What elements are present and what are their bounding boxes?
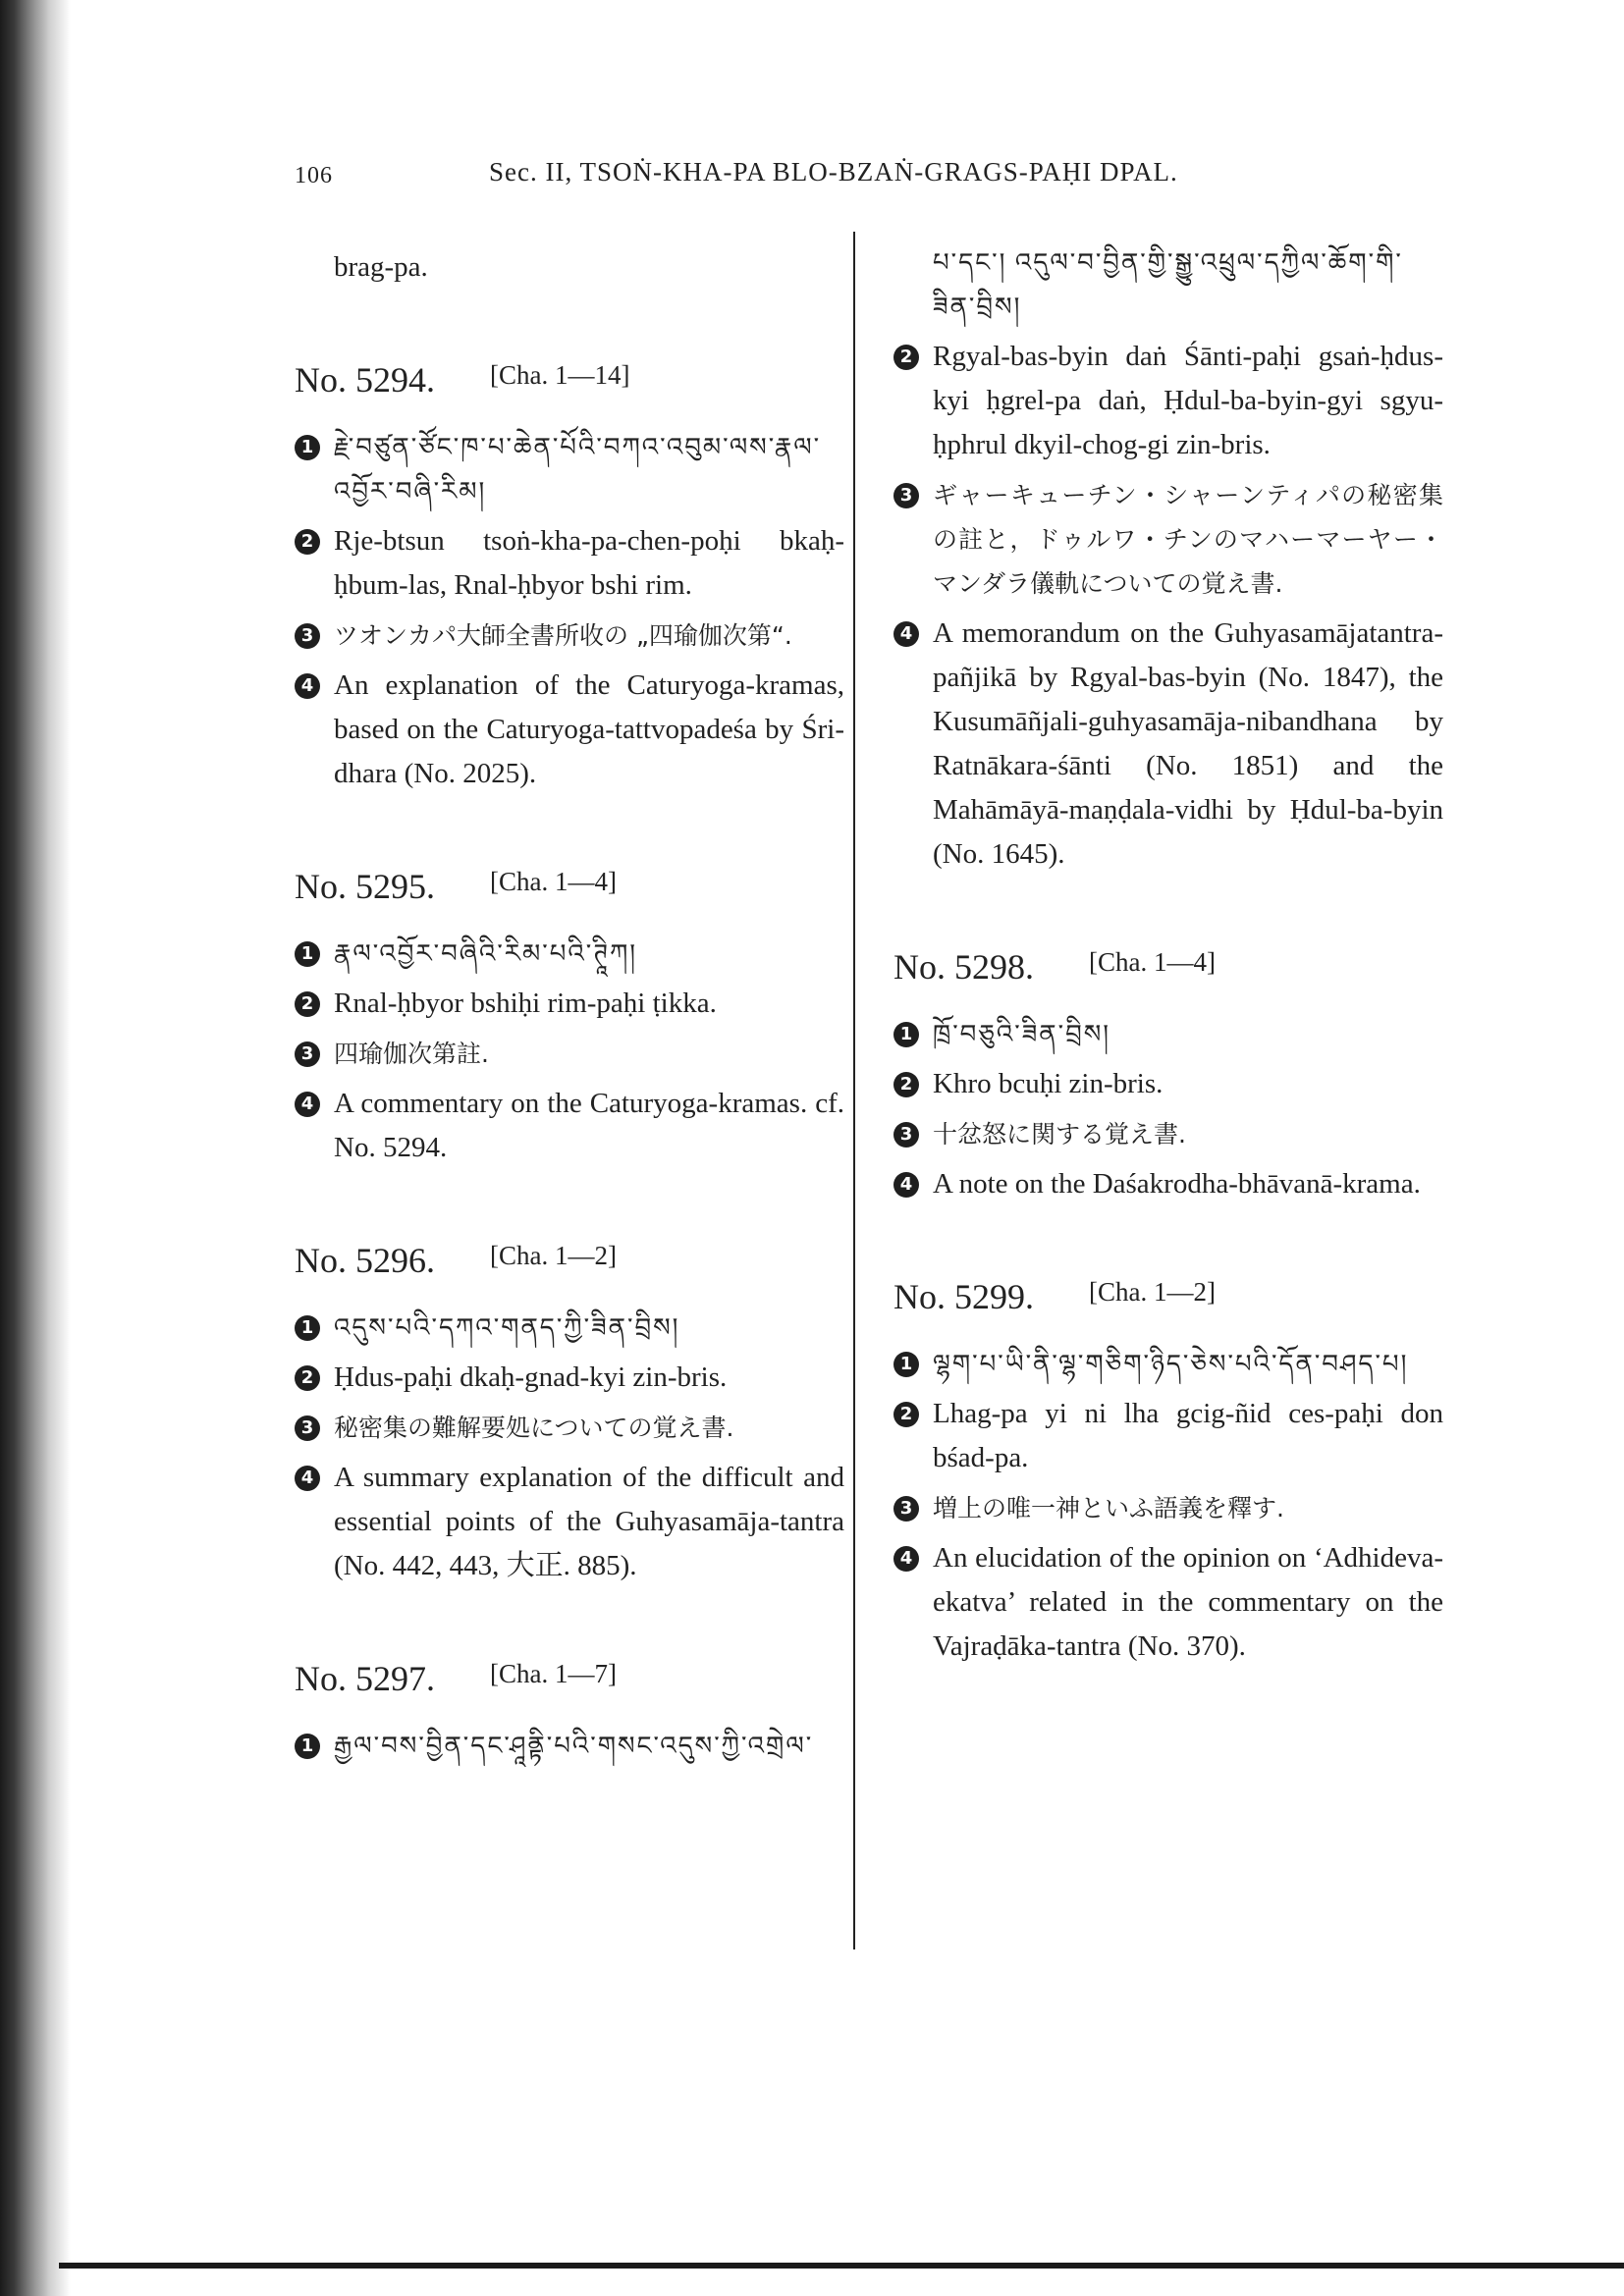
- item-text: འདུས་པའི་དཀའ་གནད་ཀྱི་ཟིན་བྲིས།: [334, 1313, 680, 1342]
- entry-number: No. 5294.: [295, 360, 435, 400]
- entry-number: No. 5299.: [893, 1277, 1034, 1316]
- japanese-translation: [893, 473, 1443, 606]
- item-text: Ḥdus-paḥi dkaḥ-gnad-kyi zin-bris.: [334, 1362, 728, 1393]
- item-text: Rgyal-bas-byin daṅ Śānti-paḥi gsaṅ-ḥdus-kyi ḥgrel-pa daṅ, Ḥdul-ba-byin-gyi sgyu-ḥphrul dkyil-chog-gi zin-bris.: [933, 341, 1443, 460]
- catalog-entry: [893, 945, 1443, 1206]
- folio-range: [Cha. 1—4]: [1089, 947, 1216, 977]
- english-description: [893, 612, 1443, 877]
- number-badge-icon: 3: [893, 1122, 919, 1148]
- item-text: རྒྱལ་བས་བྱིན་དང་ཤཱནྟི་པའི་གསང་འདུས་ཀྱི་འགྲེལ་: [334, 1732, 814, 1760]
- number-badge-icon: 2: [295, 991, 320, 1017]
- page-number: 106: [295, 163, 333, 188]
- entry-heading: [893, 1275, 1443, 1322]
- number-badge-icon: 1: [893, 1352, 919, 1377]
- entry-heading: [295, 865, 844, 912]
- page-bottom-edge: [59, 2263, 1624, 2269]
- transliteration: [295, 1356, 844, 1400]
- english-description: [295, 1456, 844, 1588]
- folio-range: [Cha. 1—7]: [490, 1659, 617, 1688]
- item-text: ལྷག་པ་ཡི་ནི་ལྷ་གཅིག་ཉིད་ཅེས་པའི་དོན་བཤད་པ།: [933, 1350, 1409, 1378]
- tibetan-title: [295, 425, 844, 513]
- entry-number: No. 5297.: [295, 1659, 435, 1698]
- entry-heading: [295, 1239, 844, 1286]
- number-badge-icon: 1: [295, 941, 320, 967]
- number-badge-icon: 4: [295, 1466, 320, 1491]
- number-badge-icon: 3: [295, 623, 320, 649]
- item-text: རྣལ་འབྱོར་བཞིའི་རིམ་པའི་ཊཱིཀ།: [334, 939, 638, 968]
- entry-heading: [295, 1657, 844, 1704]
- folio-range: [Cha. 1—2]: [490, 1241, 617, 1270]
- japanese-translation: [295, 1406, 844, 1450]
- item-text: 秘密集の難解要処についての覚え書.: [334, 1414, 734, 1442]
- tibetan-title: [295, 1306, 844, 1350]
- folio-range: [Cha. 1—4]: [490, 867, 617, 896]
- column-divider: [853, 232, 855, 1949]
- right-column: [893, 240, 1443, 1675]
- tibetan-title: [893, 1012, 1443, 1056]
- catalog-entry: [295, 865, 844, 1170]
- item-text: A note on the Daśakrodha-bhāvanā-krama.: [933, 1168, 1421, 1200]
- entry-number: No. 5298.: [893, 947, 1034, 987]
- transliteration: [893, 1392, 1443, 1480]
- number-badge-icon: 2: [893, 1072, 919, 1097]
- number-badge-icon: 4: [295, 1092, 320, 1117]
- item-text: 十忿怒に関する覚え書.: [933, 1120, 1186, 1148]
- english-description: [295, 1082, 844, 1170]
- item-text: A commentary on the Caturyoga-kramas. cf. No. 5294.: [334, 1088, 844, 1163]
- item-text: Rnal-ḥbyor bshiḥi rim-paḥi ṭikka.: [334, 988, 717, 1019]
- english-description: [893, 1536, 1443, 1669]
- tibetan-title: [295, 932, 844, 976]
- number-badge-icon: 4: [893, 621, 919, 647]
- running-title: Sec. II, TSOṄ-KHA-PA BLO-BZAṄ-GRAGS-PAḤI DPAL.: [489, 157, 1178, 187]
- number-badge-icon: 3: [893, 483, 919, 508]
- item-text: Lhag-pa yi ni lha gcig-ñid ces-paḥi don bśad-pa.: [933, 1398, 1443, 1473]
- item-text: 四瑜伽次第註.: [334, 1040, 489, 1068]
- catalog-entry: [295, 358, 844, 796]
- number-badge-icon: 3: [893, 1496, 919, 1522]
- number-badge-icon: 2: [893, 1402, 919, 1427]
- number-badge-icon: 1: [295, 1734, 320, 1759]
- transliteration: [295, 982, 844, 1026]
- item-text: 増上の唯一神といふ語義を釋す.: [933, 1494, 1284, 1522]
- japanese-translation: [295, 614, 844, 658]
- english-description: [893, 1162, 1443, 1206]
- left-column: [295, 245, 844, 1774]
- folio-range: [Cha. 1—2]: [1089, 1277, 1216, 1307]
- japanese-translation: [893, 1486, 1443, 1530]
- continuation-text: brag-pa.: [334, 251, 428, 283]
- tibetan-title: [893, 1342, 1443, 1386]
- number-badge-icon: 4: [893, 1172, 919, 1198]
- item-text: Rje-btsun tsoṅ-kha-pa-chen-poḥi bkaḥ-ḥbum-las, Rnal-ḥbyor bshi rim.: [334, 525, 844, 601]
- catalog-entry: [295, 1657, 844, 1768]
- japanese-translation: [295, 1032, 844, 1076]
- entry-heading: [295, 358, 844, 405]
- tibetan-title: [295, 1724, 844, 1768]
- entry-number: No. 5296.: [295, 1241, 435, 1280]
- folio-range: [Cha. 1—14]: [490, 360, 630, 390]
- number-badge-icon: 2: [295, 1365, 320, 1391]
- item-text: ツオンカパ大師全書所收の „四瑜伽次第“.: [334, 621, 792, 650]
- catalog-entry: [893, 1275, 1443, 1669]
- item-text: An explanation of the Caturyoga-kramas, based on the Caturyoga-tattvopadeśa by Śri-dhara (No. 2025).: [334, 669, 844, 789]
- continuation-tibetan: པ་དང་། འདུལ་བ་བྱིན་གྱི་སྒྱུ་འཕྲུལ་དཀྱིལ་ཆོག་གི་ཟིན་བྲིས།: [933, 248, 1403, 321]
- number-badge-icon: 1: [893, 1022, 919, 1047]
- entry-heading: [893, 945, 1443, 992]
- english-description: [295, 664, 844, 796]
- number-badge-icon: 2: [295, 529, 320, 555]
- number-badge-icon: 1: [295, 435, 320, 460]
- number-badge-icon: 4: [893, 1546, 919, 1572]
- item-text: རྗེ་བཙུན་ཙོང་ཁ་པ་ཆེན་པོའི་བཀའ་འབུམ་ལས་རྣལ་འབྱོར་བཞི་རིམ།: [334, 433, 822, 506]
- item-text: Khro bcuḥi zin-bris.: [933, 1068, 1164, 1099]
- number-badge-icon: 4: [295, 673, 320, 699]
- item-text: ཁྲོ་བཅུའི་ཟིན་བྲིས།: [933, 1020, 1111, 1048]
- item-text: An elucidation of the opinion on ‘Adhideva-ekatva’ related in the commentary on the Vajraḍāka-tantra (No. 370).: [933, 1542, 1443, 1662]
- number-badge-icon: 3: [295, 1415, 320, 1441]
- item-text: ギャーキューチン・シャーンティパの秘密集の註と，ドゥルワ・チンのマハーマーヤー・マンダラ儀軌についての覚え書.: [933, 481, 1443, 598]
- entry-number: No. 5295.: [295, 867, 435, 906]
- number-badge-icon: 1: [295, 1315, 320, 1341]
- item-text: A summary explanation of the difficult and essential points of the Guhyasamāja-tantra (No. 442, 443, 大正. 885).: [334, 1462, 844, 1581]
- transliteration: [893, 1062, 1443, 1106]
- book-spine-shadow: [0, 0, 71, 2296]
- number-badge-icon: 3: [295, 1041, 320, 1067]
- transliteration: [893, 335, 1443, 467]
- number-badge-icon: 2: [893, 345, 919, 370]
- catalog-entry: [295, 1239, 844, 1588]
- transliteration: [295, 519, 844, 608]
- japanese-translation: [893, 1112, 1443, 1156]
- item-text: A memorandum on the Guhyasamājatantra-pañjikā by Rgyal-bas-byin (No. 1847), the Kusumāñjali-guhyasamāja-nibandhana by Ratnākara-śānti (No. 1851) and the Mahāmāyā-maṇḍala-vidhi by Ḥdul-ba-byin (No. 1645).: [933, 617, 1443, 870]
